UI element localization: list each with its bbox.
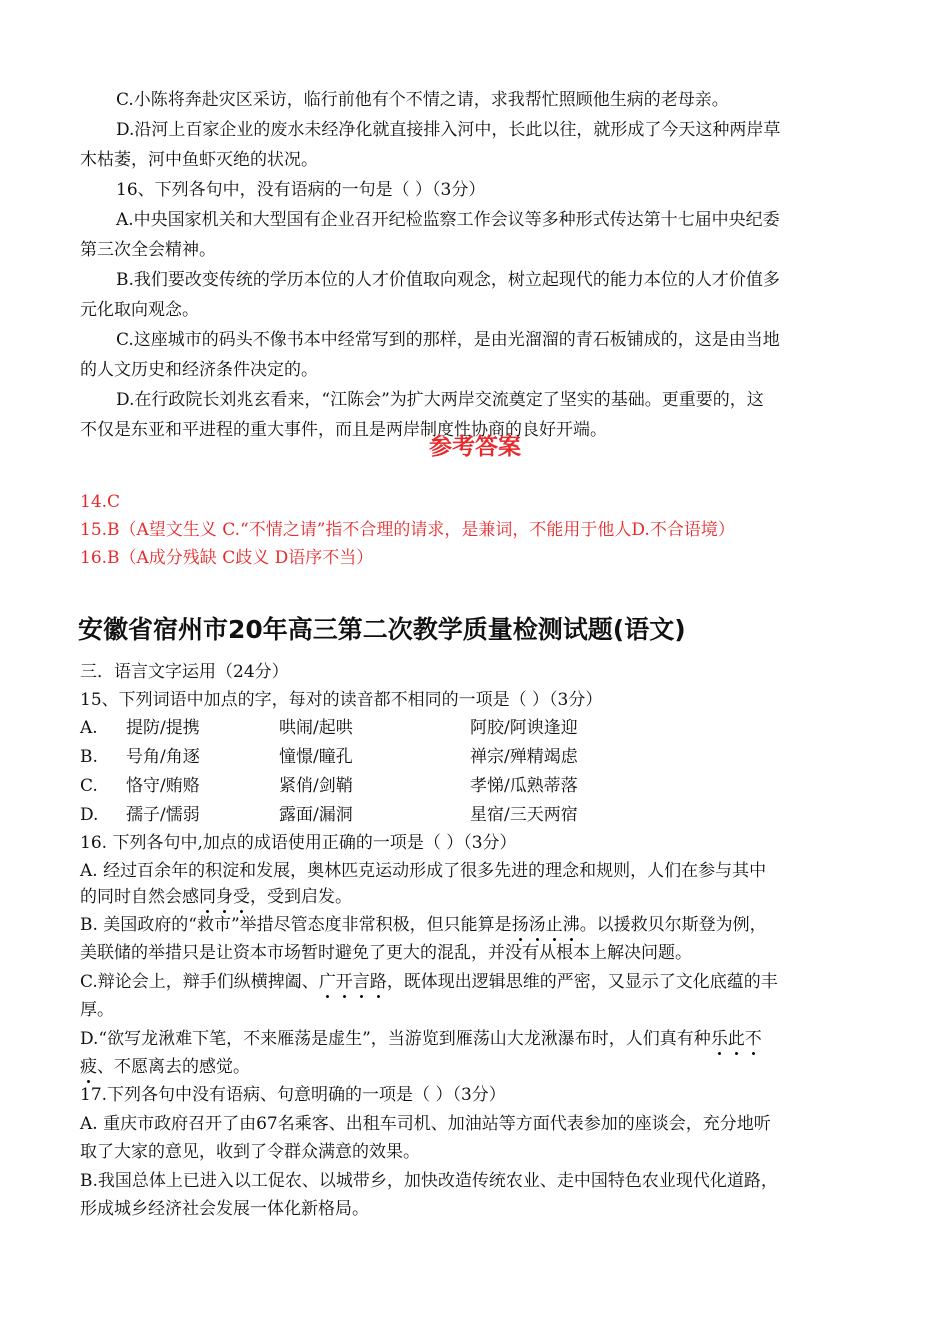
q17-option-a: A. 重庆市政府召开了由67名乘客、出租车司机、加油站等方面代表参加的座谈会，充分地听 — [80, 1114, 771, 1134]
q16-option-c: C.这座城市的码头不像书本中经常写到的那样，是由光溜溜的青石板铺成的，这是由当地 — [116, 330, 780, 350]
dotted-idiom: 乐此不 — [711, 1027, 762, 1056]
q16b-option-b-cont: 美联储的举措只是让资本市场暂时避免了更大的混乱，并没有从根本上解决问题。 — [80, 943, 692, 963]
q16-option-d-cont: 不仅是东亚和平进程的重大事件，而且是两岸制度性协商的良好开端。 — [80, 420, 607, 440]
word-pair: 星宿/三天两宿 — [470, 805, 578, 825]
q16-option-d: D.在行政院长刘兆玄看来，“江陈会”为扩大两岸交流奠定了坚实的基础。更重要的，这 — [116, 390, 764, 410]
option-c-text: C.小陈将奔赴灾区采访，临行前他有个不情之请，求我帮忙照顾他生病的老母亲。 — [116, 90, 729, 110]
word-pair: 号角/角逐 — [126, 747, 200, 767]
q16-option-b: B.我们要改变传统的学历本位的人才价值取向观念，树立起现代的能力本位的人才价值多 — [116, 270, 780, 290]
q16b-option-b: B. 美国政府的“救市”举措尽管态度非常积极，但只能算是扬汤止沸。以援救贝尔斯登为例， — [80, 913, 880, 942]
word-pair: 孺子/懦弱 — [126, 805, 200, 825]
question-17-stem: 17.下列各句中没有语病、句意明确的一项是（ ）（3分） — [80, 1085, 506, 1105]
option-letter: A. — [80, 718, 98, 738]
answer-16: 16.B（A成分残缺 C歧义 D语序不当） — [80, 548, 374, 568]
word-pair: 提防/提携 — [126, 718, 200, 738]
q16b-option-d-cont: 疲、不愿离去的感觉。 — [80, 1055, 880, 1084]
word-pair: 哄闹/起哄 — [279, 718, 353, 738]
word-pair: 露面/漏洞 — [279, 805, 353, 825]
dotted-idiom: 扬汤止沸 — [512, 913, 580, 942]
q17-option-a-cont: 取了大家的意见，收到了令群众满意的效果。 — [80, 1142, 420, 1162]
dotted-idiom: 疲 — [80, 1055, 97, 1084]
answer-14: 14.C — [80, 492, 121, 512]
word-pair: 禅宗/殚精竭虑 — [470, 747, 578, 767]
q16b-option-d: D.“欲写龙湫难下笔，不来雁荡是虚生”，当游览到雁荡山大龙湫瀑布时，人们真有种乐此不 — [80, 1027, 880, 1056]
q16-option-a-cont: 第三次全会精神。 — [80, 240, 216, 260]
q16b-option-c-cont: 厚。 — [80, 1000, 114, 1020]
word-pair: 恪守/贿赂 — [126, 776, 200, 796]
dotted-idiom: 同身受 — [199, 885, 250, 914]
dotted-idiom: 广开言路 — [319, 970, 387, 999]
option-letter: B. — [80, 747, 98, 767]
question-16-stem: 16、下列各句中，没有语病的一句是（ ）（3分） — [116, 180, 486, 200]
option-letter: D. — [80, 805, 99, 825]
option-d-text: D.沿河上百家企业的废水未经净化就直接排入河中，长此以往，就形成了今天这种两岸草 — [116, 120, 781, 140]
q16-option-c-cont: 的人文历史和经济条件决定的。 — [80, 360, 318, 380]
q16b-option-a-cont: 的同时自然会感同身受，受到启发。 — [80, 885, 880, 914]
option-letter: C. — [80, 776, 98, 796]
question-16b-stem: 16. 下列各句中,加点的成语使用正确的一项是（ ）（3分） — [80, 833, 517, 853]
question-15-stem: 15、下列词语中加点的字，每对的读音都不相同的一项是（ ）（3分） — [80, 690, 603, 710]
q16b-option-c: C.辩论会上，辩手们纵横捭阖、广开言路，既体现出逻辑思维的严密，又显示了文化底蕴的丰 — [80, 970, 880, 999]
word-pair: 紧俏/剑鞘 — [279, 776, 353, 796]
q17-option-b-cont: 形成城乡经济社会发展一体化新格局。 — [80, 1199, 369, 1219]
option-d-text-cont: 木枯萎，河中鱼虾灭绝的状况。 — [80, 150, 318, 170]
q16b-option-a: A. 经过百余年的积淀和发展，奥林匹克运动形成了很多先进的理念和规则，人们在参与其中 — [80, 861, 767, 881]
answer-15: 15.B（A望文生义 C.“不情之请”指不合理的请求，是兼词，不能用于他人D.不合语境） — [80, 520, 735, 540]
word-pair: 孝悌/瓜熟蒂落 — [470, 776, 578, 796]
word-pair: 阿胶/阿谀逢迎 — [470, 718, 578, 738]
answer-heading: 参考答案 — [429, 434, 521, 460]
q16-option-a: A.中央国家机关和大型国有企业召开纪检监察工作会议等多种形式传达第十七届中央纪委 — [116, 210, 780, 230]
exam-title: 安徽省宿州市20年高三第二次教学质量检测试题(语文) — [78, 615, 686, 644]
part-heading: 三．语言文字运用（24分） — [80, 662, 289, 682]
q17-option-b: B.我国总体上已进入以工促农、以城带乡，加快改造传统农业、走中国特色农业现代化道路， — [80, 1171, 778, 1191]
word-pair: 憧憬/瞳孔 — [279, 747, 353, 767]
q16-option-b-cont: 元化取向观念。 — [80, 300, 199, 320]
